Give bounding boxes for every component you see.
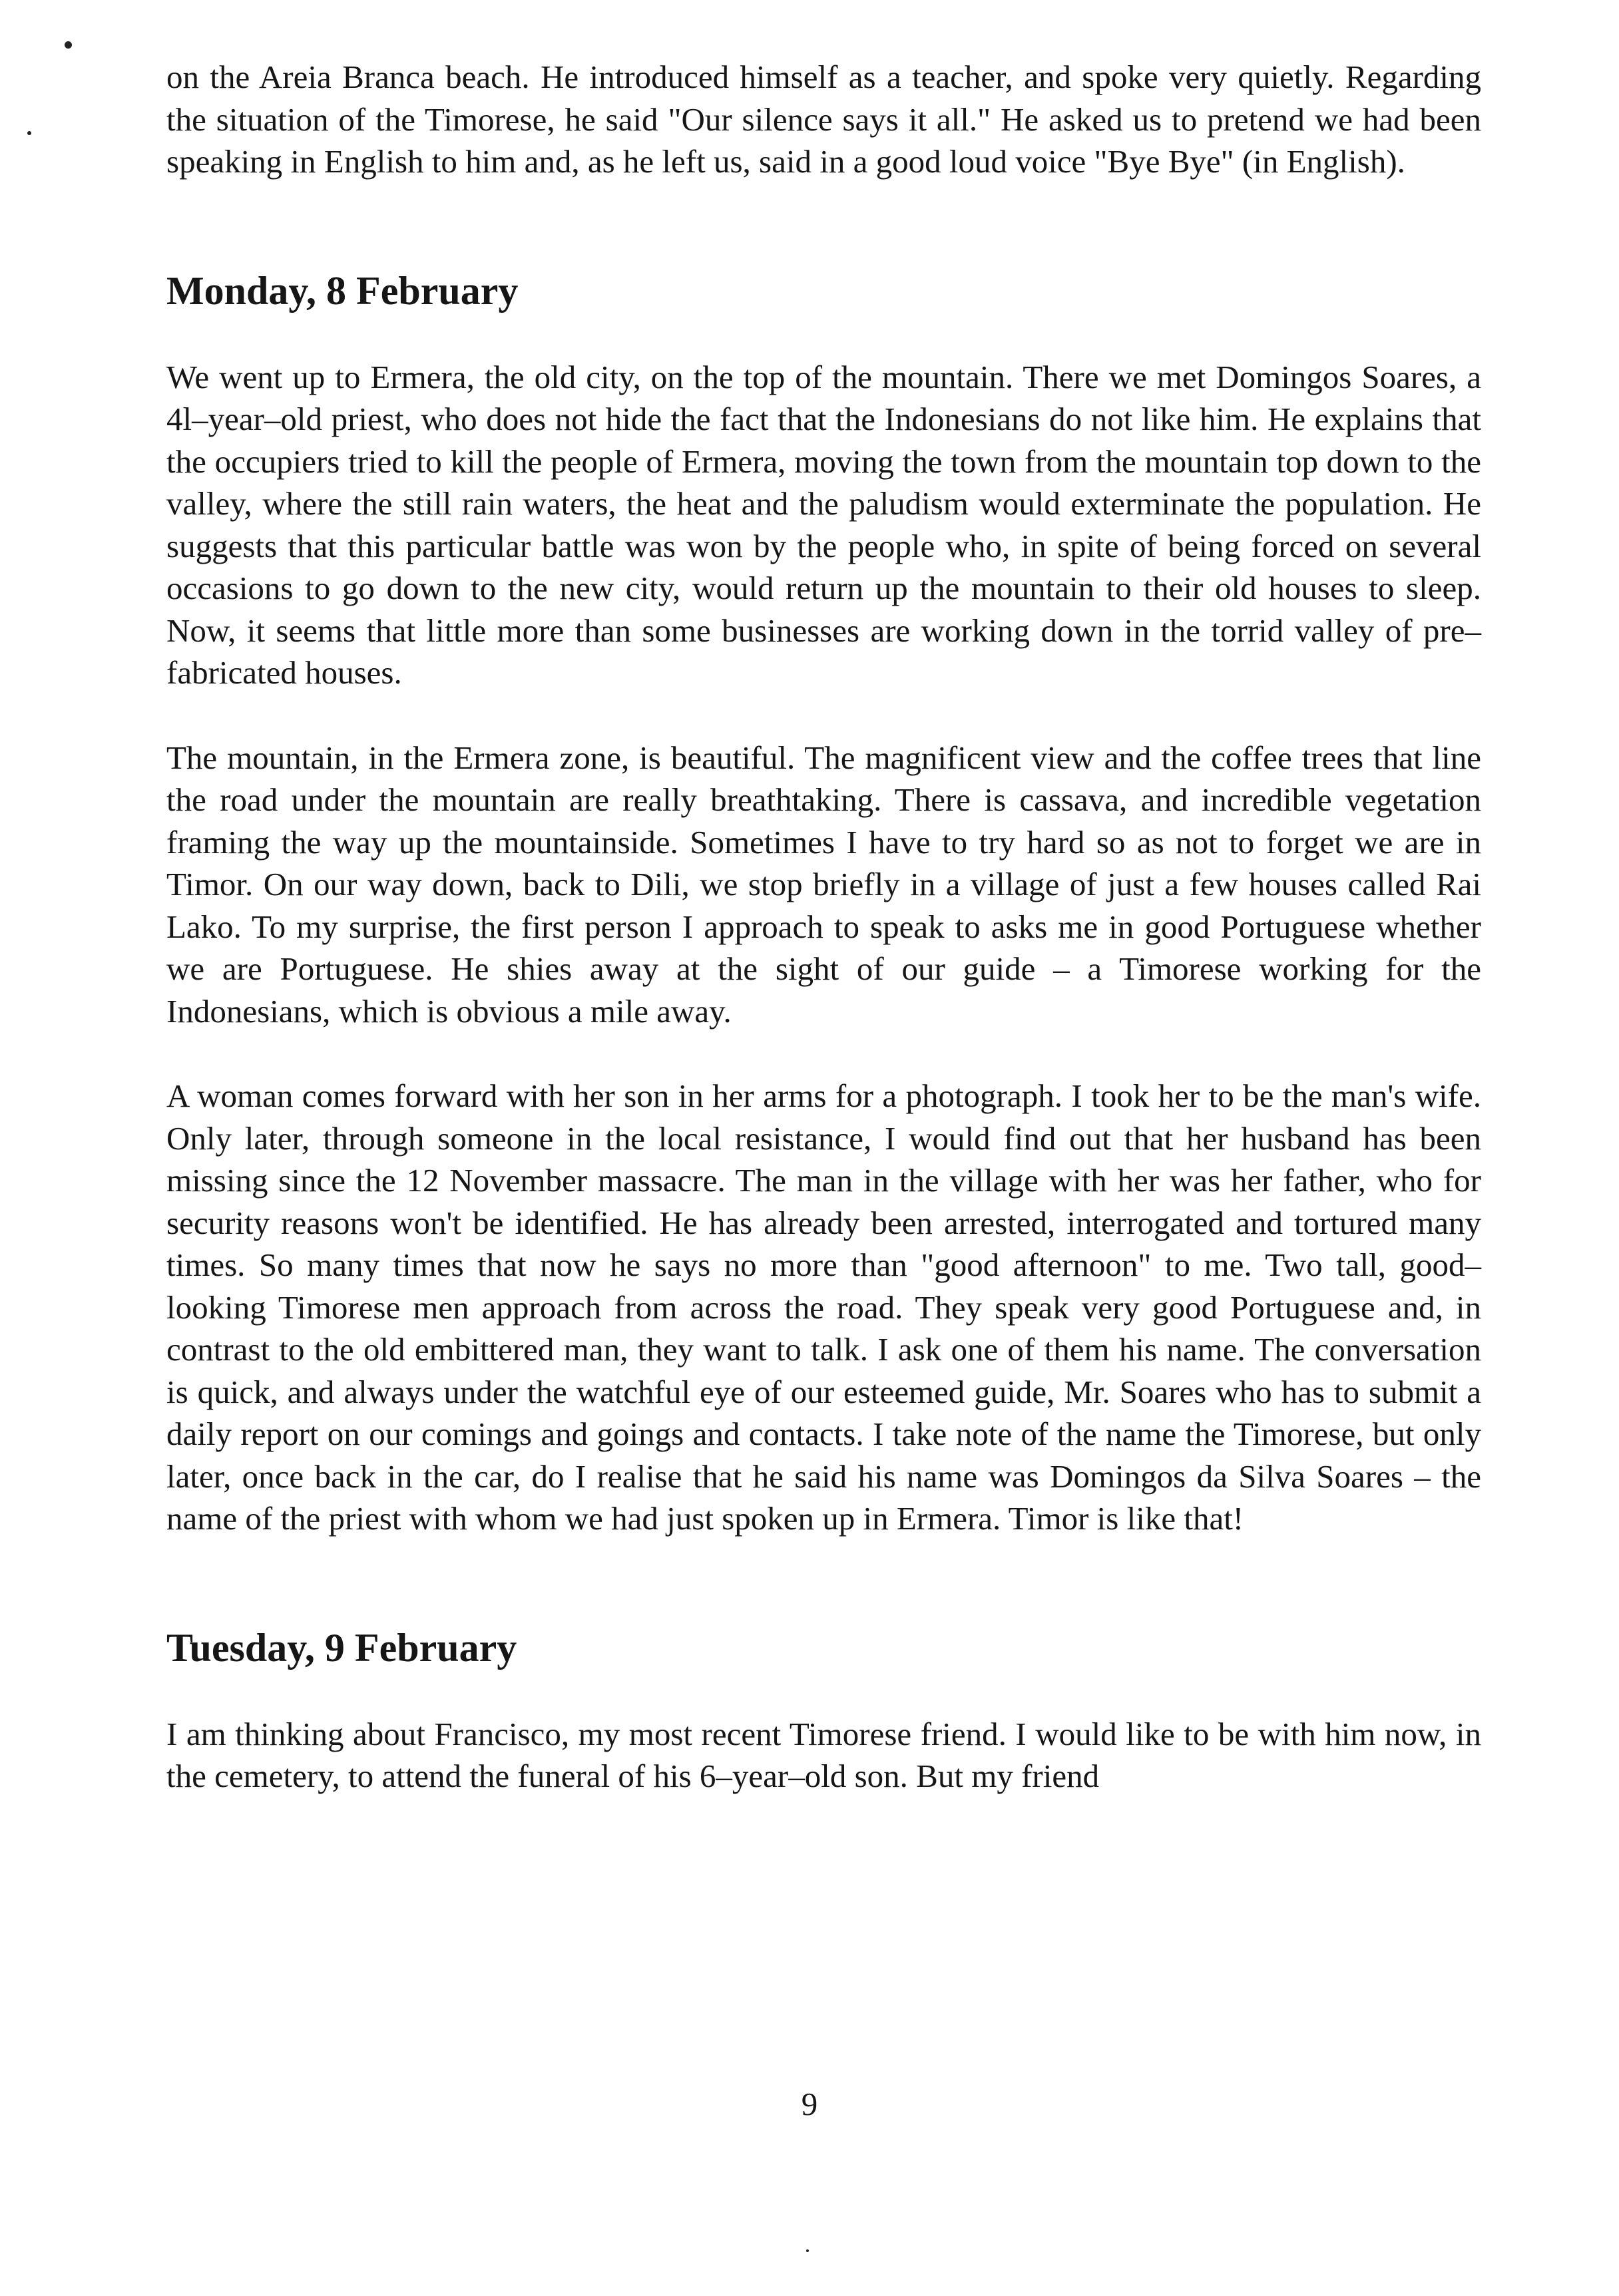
paragraph-woman: A woman comes forward with her son in her arms for a photograph. I took her to be the man's wife. Only later, through someone in the local resistance, I would find out that her husband has been missing since the 12 November massacre. The man in the village with her was her father, who for security reasons won't be identified. He has already been arrested, interrogated and tortured many times. So many times that now he says no more than "good afternoon" to me. Two tall, good–looking Timorese men approach from across the road. They speak very good Portuguese and, in contrast to the old embittered man, they want to talk. I ask one of them his name. The conversation is quick, and always under the watchful eye of our esteemed guide, Mr. Soares who has to submit a daily report on our comings and goings and contacts. I take note of the name the Timorese, but only later, once back in the car, do I realise that he said his name was Domingos da Silva Soares – the name of the priest with whom we had just spoken up in Ermera. Timor is like that! <box>166 1077 1481 1537</box>
paragraph-francisco: I am thinking about Francisco, my most recent Timorese friend. I would like to be with him now, in the cemetery, to attend the funeral of his 6–year–old son. But my friend <box>166 1715 1481 1794</box>
document-body <box>166 56 1481 1798</box>
heading-tuesday: Tuesday, 9 February <box>166 1625 517 1670</box>
paragraph-ermera: We went up to Ermera, the old city, on the top of the mountain. There we met Domingos Soares, a 4l–year–old priest, who does not hide the fact that the Indonesians do not like him. He explains that the occupiers tried to kill the people of Ermera, moving the town from the mountain top down to the valley, where the still rain waters, the heat and the paludism would exterminate the population. He suggests that this particular battle was won by the people who, in spite of being forced on several occasions to go down to the new city, would return up the mountain to their old houses to sleep. Now, it seems that little more than some businesses are working down in the torrid valley of pre–fabricated houses. <box>166 358 1481 691</box>
heading-monday: Monday, 8 February <box>166 268 519 313</box>
paragraph-mountain: The mountain, in the Ermera zone, is beautiful. The magnificent view and the coffee trees that line the road under the mountain are really breathtaking. There is cassava, and incredible vegetation framing the way up the mountainside. Sometimes I have to try hard so as not to forget we are in Timor. On our way down, back to Dili, we stop briefly in a village of just a few houses called Rai Lako. To my surprise, the first person I approach to speak to asks me in good Portuguese whether we are Portuguese. He shies away at the sight of our guide – a Timorese working for the Indonesians, which is obvious a mile away. <box>166 739 1481 1030</box>
scan-speck <box>65 41 72 49</box>
scan-speck <box>27 131 31 135</box>
page-number: 9 <box>801 2086 818 2122</box>
paragraph-areia-branca: on the Areia Branca beach. He introduced himself as a teacher, and spoke very quietly. Regarding the situation of the Timorese, he said "Our silence says it all." He asked us to pretend we had been speaking in English to him and, as he left us, said in a good loud voice "Bye Bye" (in English). <box>166 59 1481 180</box>
scan-speck <box>806 2249 809 2252</box>
